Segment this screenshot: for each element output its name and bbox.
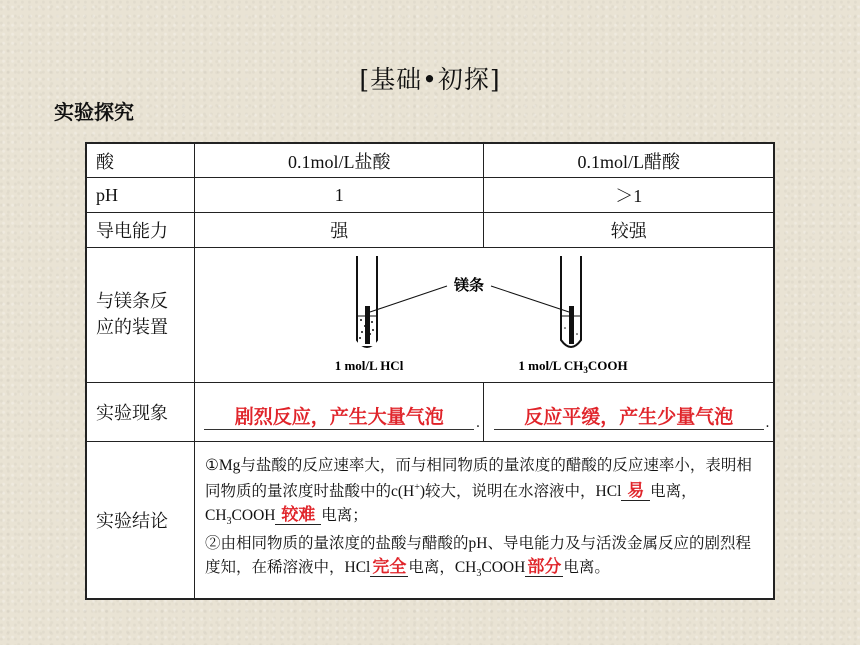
apparatus-label xyxy=(86,248,195,383)
conclusion-p2a: ②由相同物质的量浓度的盐酸与醋酸的pH、导电能力及与活泼金属反应的剧烈程度知，在稀溶液中，HCl xyxy=(205,535,751,576)
conclusion-p1sub: 3 xyxy=(226,515,232,527)
comparison-table xyxy=(85,142,775,600)
conclusion-p1d: COOH xyxy=(231,506,276,524)
blank-2 xyxy=(275,504,321,525)
ph-hcl xyxy=(195,178,484,213)
header-acid xyxy=(86,143,195,178)
blank-1 xyxy=(621,483,650,501)
period-mark: . xyxy=(475,415,481,431)
phenomenon-hcl-answer: 剧烈反应，产生大量气泡 xyxy=(234,406,444,428)
answer-4: 部分 xyxy=(527,556,562,577)
header-hcl xyxy=(195,143,484,178)
table-row xyxy=(86,178,774,213)
right-caption xyxy=(518,358,627,375)
answer-2: 较难 xyxy=(281,504,316,525)
conclusion-p1c: 电离，CH xyxy=(205,483,697,524)
conductivity-hcl xyxy=(195,213,484,248)
apparatus-cell xyxy=(195,248,775,383)
header-acetic xyxy=(484,143,774,178)
phenomenon-hcl-blank xyxy=(204,402,481,431)
conclusion-label xyxy=(86,442,195,600)
left-magnesium-strip xyxy=(365,306,370,344)
phenomenon-acetic-answer: 反应平缓，产生少量气泡 xyxy=(524,406,734,428)
blank-3 xyxy=(370,556,408,577)
conductivity-label xyxy=(86,213,195,248)
section-heading: 实验探究 xyxy=(54,100,134,124)
conclusion-p2b: 电离，CH xyxy=(408,558,477,576)
table-row xyxy=(86,248,774,383)
conductivity-label-text: 导电能力 xyxy=(96,221,168,242)
right-magnesium-strip xyxy=(569,306,574,344)
ph-acetic xyxy=(484,178,774,213)
table-row xyxy=(86,383,774,442)
blank-4 xyxy=(525,556,563,577)
phenomenon-hcl xyxy=(195,383,484,442)
phenomenon-acetic xyxy=(484,383,774,442)
conclusion-p1sup: + xyxy=(414,482,420,494)
header-acetic-label: 0.1mol/L醋酸 xyxy=(577,151,680,172)
table-row xyxy=(86,442,774,600)
table-row xyxy=(86,213,774,248)
answer-1: 易 xyxy=(627,481,645,502)
right-caption-sub: 3 xyxy=(583,365,588,375)
conclusion-p1e: 电离； xyxy=(321,506,368,524)
phenomenon-label-text: 实验现象 xyxy=(96,403,168,424)
conclusion-p1b: )较大，说明在水溶液中，HCl xyxy=(419,483,622,501)
phenomenon-acetic-blank xyxy=(494,402,770,431)
table-row xyxy=(86,143,774,178)
header-hcl-label: 0.1mol/L盐酸 xyxy=(287,151,391,172)
header-acid-label: 酸 xyxy=(96,151,114,173)
right-caption-a: 1 mol/L CH xyxy=(518,358,584,373)
apparatus-label-text: 与镁条反应的装置 xyxy=(96,291,168,338)
conclusion-p2c: COOH xyxy=(481,558,526,576)
left-caption: 1 mol/L HCl xyxy=(334,358,404,373)
period-mark: . xyxy=(765,415,770,431)
ph-label-text: pH xyxy=(96,184,118,205)
right-caption-b: COOH xyxy=(587,358,628,373)
phenomenon-label xyxy=(86,383,195,442)
ph-acetic-value: ＞1 xyxy=(615,186,643,206)
answer-3: 完全 xyxy=(372,556,407,577)
diagram-label: 镁条 xyxy=(453,276,485,294)
conclusion-p2d: 电离。 xyxy=(563,558,610,576)
conductivity-acetic-value: 较强 xyxy=(610,221,647,242)
ph-label xyxy=(86,178,195,213)
conductivity-acetic xyxy=(484,213,774,248)
conclusion-text xyxy=(195,442,775,600)
conductivity-hcl-value: 强 xyxy=(330,221,349,242)
ph-hcl-value: 1 xyxy=(334,184,344,205)
conclusion-p2sub: 3 xyxy=(476,567,482,579)
conclusion-label-text: 实验结论 xyxy=(96,511,168,532)
apparatus-diagram xyxy=(329,254,639,376)
conclusion-p1a: ①Mg与盐酸的反应速率大，而与相同物质的量浓度的醋酸的反应速率小，表明相同物质的量浓度时盐酸中的c(H xyxy=(205,456,752,501)
page-title: [基础•初探] xyxy=(359,65,501,94)
